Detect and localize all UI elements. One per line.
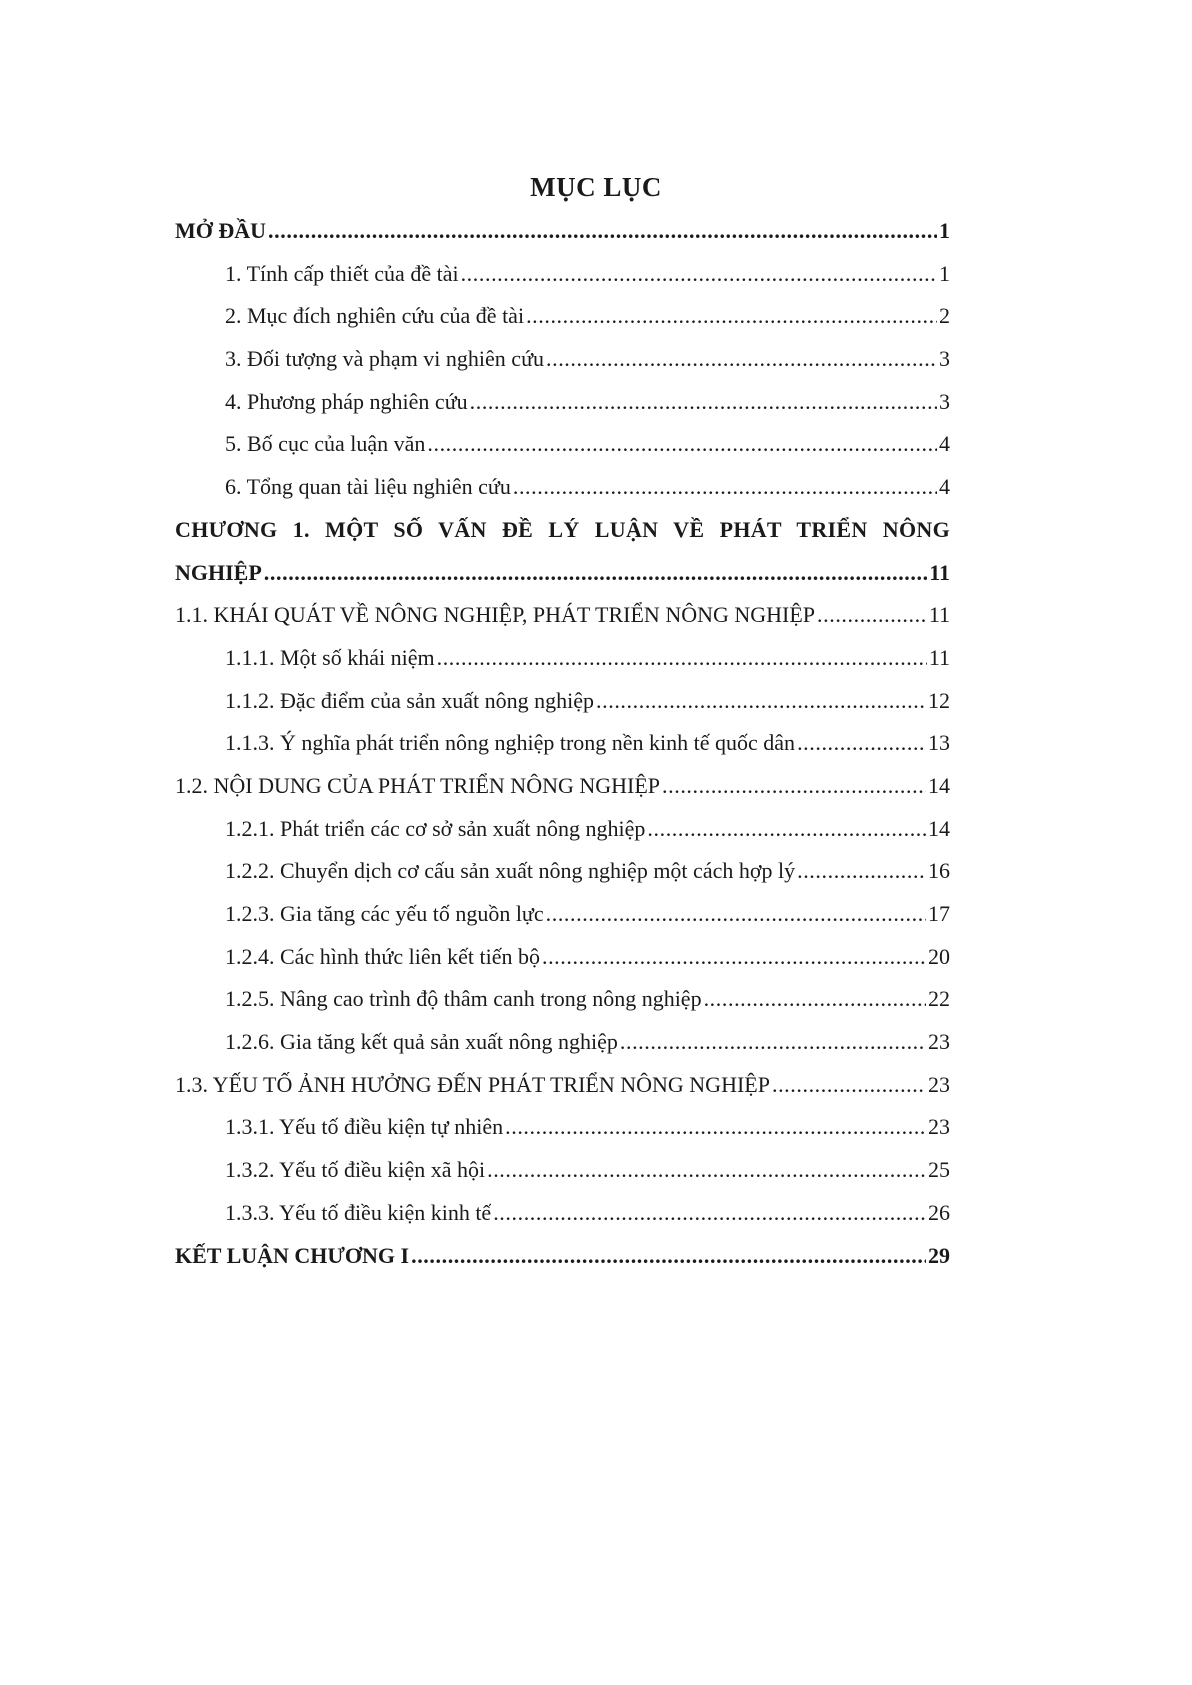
toc-dot-leader — [268, 218, 937, 244]
toc-page-number: 11 — [929, 559, 950, 585]
toc-dot-leader — [797, 858, 926, 884]
toc-entry-text: 1.3.1. Yếu tố điều kiện tự nhiên — [225, 1114, 504, 1140]
toc-entry-text: 1.3.2. Yếu tố điều kiện xã hội — [225, 1157, 486, 1183]
toc-entry-1-2-6[interactable] — [175, 1029, 950, 1072]
toc-entry-text: 1.3. YẾU TỐ ẢNH HƯỞNG ĐẾN PHÁT TRIỂN NÔNG NGHIỆP — [175, 1071, 770, 1097]
toc-page-number: 14 — [928, 815, 950, 841]
toc-page-number: 1 — [939, 260, 950, 286]
toc-entry-text: 1.2.2. Chuyển dịch cơ cấu sản xuất nông nghiệp một cách hợp lý — [225, 858, 796, 884]
toc-dot-leader — [493, 1200, 926, 1226]
toc-entry-1-2-5[interactable] — [175, 986, 950, 1029]
toc-entry-1-1[interactable] — [175, 602, 950, 645]
toc-entry-1-3[interactable] — [175, 1072, 950, 1115]
toc-dot-leader — [817, 602, 927, 628]
toc-page-number: 11 — [928, 602, 950, 628]
toc-page-number: 4 — [939, 431, 950, 457]
toc-page-number: 13 — [928, 730, 950, 756]
toc-dot-leader — [513, 474, 937, 500]
toc-dot-leader — [437, 645, 927, 671]
toc-dot-leader — [596, 688, 926, 714]
toc-page-number: 16 — [928, 858, 950, 884]
toc-dot-leader — [526, 303, 937, 329]
toc-entry-2[interactable] — [175, 303, 950, 346]
toc-entry-text: 1.2.4. Các hình thức liên kết tiến bộ — [225, 943, 540, 969]
toc-page-number: 23 — [928, 1071, 950, 1097]
toc-page-number: 3 — [939, 346, 950, 372]
toc-entry-6[interactable] — [175, 474, 950, 517]
toc-dot-leader — [772, 1072, 926, 1098]
toc-entry-1[interactable] — [175, 261, 950, 304]
toc-page-number: 25 — [928, 1157, 950, 1183]
toc-entry-1-1-2[interactable] — [175, 688, 950, 731]
toc-entry-text: 1. Tính cấp thiết của đề tài — [225, 260, 459, 286]
toc-page-number: 14 — [928, 772, 950, 798]
toc-dot-leader — [487, 1157, 926, 1183]
toc-entry-text: 2. Mục đích nghiên cứu của đề tài — [225, 303, 525, 329]
toc-entry-1-1-1[interactable] — [175, 645, 950, 688]
toc-entry-text: 1.1.3. Ý nghĩa phát triển nông nghiệp trong nền kinh tế quốc dân — [225, 730, 796, 756]
toc-page-number: 3 — [939, 388, 950, 414]
toc-entry-text: 4. Phương pháp nghiên cứu — [225, 388, 468, 414]
toc-dot-leader — [505, 1114, 926, 1140]
toc-entry-text: NGHIỆP — [175, 559, 262, 585]
toc-entry-1-1-3[interactable] — [175, 730, 950, 773]
toc-entry-text: MỞ ĐẦU — [175, 218, 267, 243]
toc-page-number: 23 — [928, 1114, 950, 1140]
toc-dot-leader — [542, 944, 926, 970]
toc-dot-leader — [546, 346, 937, 372]
toc-entry-text: 3. Đối tượng và phạm vi nghiên cứu — [225, 346, 544, 372]
table-of-contents — [175, 218, 950, 1285]
toc-entry-text: 1.3.3. Yếu tố điều kiện kinh tế — [225, 1199, 492, 1225]
toc-dot-leader — [704, 986, 926, 1012]
toc-entry-text: 1.2. NỘI DUNG CỦA PHÁT TRIỂN NÔNG NGHIỆP — [175, 772, 661, 798]
toc-entry-1-2-2[interactable] — [175, 858, 950, 901]
toc-entry-text: 1.1. KHÁI QUÁT VỀ NÔNG NGHIỆP, PHÁT TRIỂN NÔNG NGHIỆP — [175, 602, 816, 628]
toc-entry-text: 1.2.6. Gia tăng kết quả sản xuất nông nghiệp — [225, 1029, 618, 1055]
toc-dot-leader — [647, 816, 926, 842]
toc-entry-text: 1.2.3. Gia tăng các yếu tố nguồn lực — [225, 901, 544, 926]
toc-entry-text: 1.1.2. Đặc điểm của sản xuất nông nghiệp — [225, 687, 595, 713]
toc-entry-text: 6. Tổng quan tài liệu nghiên cứu — [225, 474, 511, 500]
toc-entry-ket-luan-chuong-1[interactable] — [175, 1243, 950, 1286]
toc-dot-leader — [797, 730, 926, 756]
toc-dot-leader — [427, 431, 937, 457]
toc-dot-leader — [546, 901, 926, 927]
toc-entry-1-3-1[interactable] — [175, 1114, 950, 1157]
toc-dot-leader — [470, 389, 937, 415]
toc-entry-1-2-4[interactable] — [175, 944, 950, 987]
toc-entry-1-3-3[interactable] — [175, 1200, 950, 1243]
toc-entry-1-2-1[interactable] — [175, 816, 950, 859]
toc-entry-text: 5. Bố cục của luận văn — [225, 431, 426, 457]
toc-page-number: 26 — [928, 1199, 950, 1225]
toc-entry-1-2-3[interactable] — [175, 901, 950, 944]
toc-entry-text: 1.2.5. Nâng cao trình độ thâm canh trong nông nghiệp — [225, 986, 702, 1012]
toc-entry-chapter-1-line-2[interactable] — [175, 560, 950, 603]
toc-page-number: 2 — [939, 303, 950, 329]
toc-entry-4[interactable] — [175, 389, 950, 432]
toc-entry-text: 1.1.1. Một số khái niệm — [225, 644, 435, 670]
toc-page-number: 12 — [928, 687, 950, 713]
toc-entry-3[interactable] — [175, 346, 950, 389]
toc-page-number: 23 — [928, 1029, 950, 1055]
toc-page-number: 20 — [928, 943, 950, 969]
toc-entry-1-2[interactable] — [175, 773, 950, 816]
toc-dot-leader — [461, 261, 937, 287]
toc-page-number: 11 — [928, 644, 950, 670]
toc-page-number: 4 — [939, 474, 950, 500]
toc-page-number: 22 — [928, 986, 950, 1012]
toc-entry-text: 1.2.1. Phát triển các cơ sở sản xuất nông nghiệp — [225, 815, 646, 841]
toc-entry-mo-dau[interactable] — [175, 218, 950, 261]
toc-dot-leader — [662, 773, 926, 799]
toc-page-number: 29 — [928, 1242, 950, 1268]
toc-dot-leader — [411, 1243, 926, 1269]
toc-entry-text: KẾT LUẬN CHƯƠNG I — [175, 1242, 410, 1268]
toc-dot-leader — [264, 560, 927, 586]
toc-entry-1-3-2[interactable] — [175, 1157, 950, 1200]
toc-page-number: 17 — [928, 901, 950, 926]
toc-entry-5[interactable] — [175, 431, 950, 474]
toc-dot-leader — [620, 1029, 926, 1055]
page-title: MỤC LỤC — [530, 172, 662, 202]
toc-entry-chapter-1-line-1[interactable]: CHƯƠNG 1. MỘT SỐ VẤN ĐỀ LÝ LUẬN VỀ PHÁT TRIỂN NÔNG — [175, 516, 950, 542]
toc-page-number: 1 — [939, 218, 950, 243]
